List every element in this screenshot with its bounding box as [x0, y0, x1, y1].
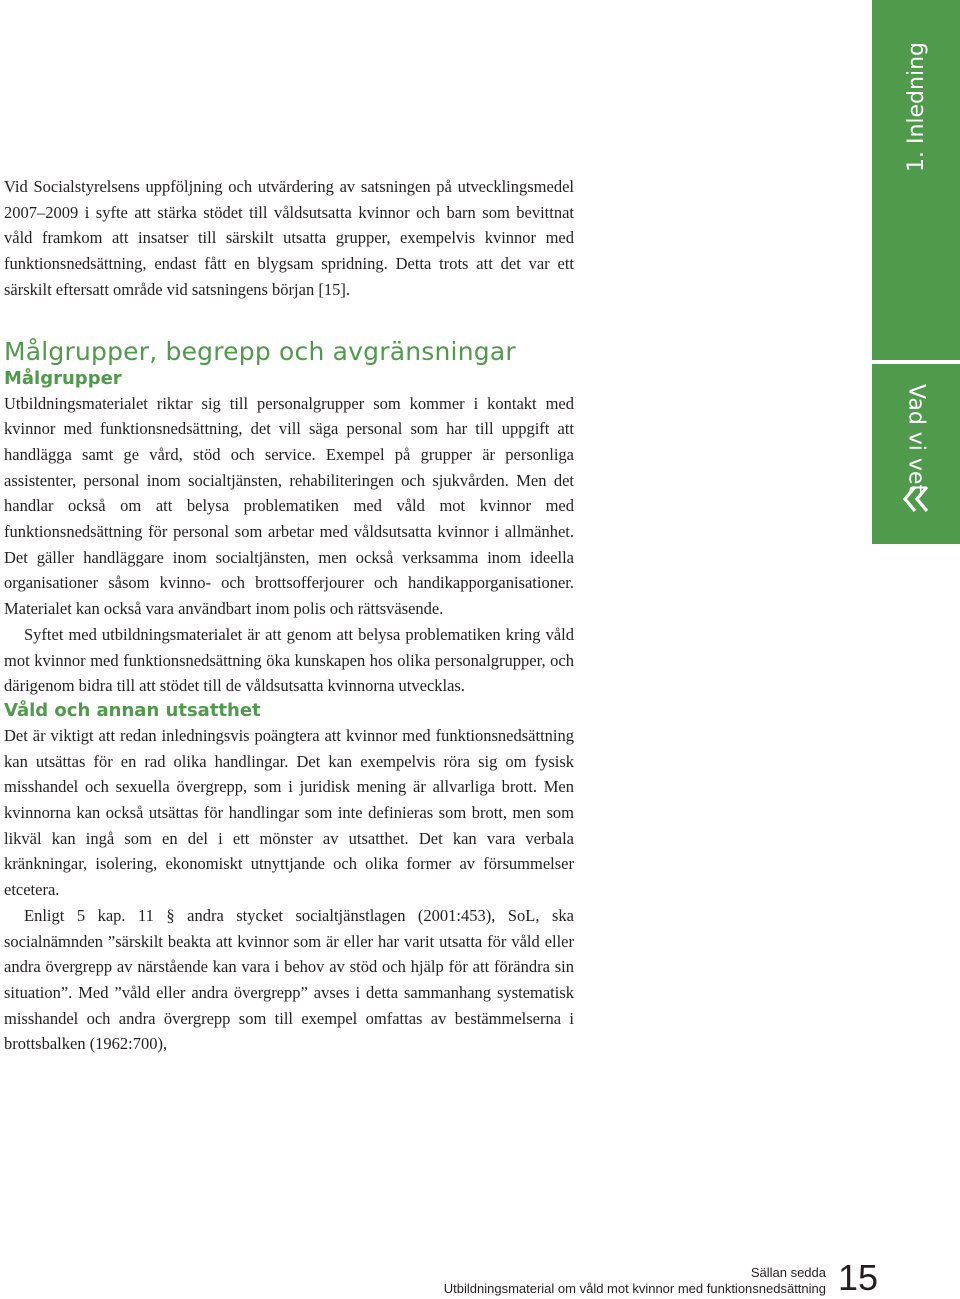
chapter-tab-label-wrap: [872, 42, 960, 172]
footer-subtitle: Utbildningsmaterial om våld mot kvinnor med funktionsnedsättning: [443, 1281, 826, 1296]
chapter-tab-label: 1. Inledning: [903, 42, 929, 172]
running-footer: [444, 1265, 826, 1297]
subsection-heading-malgrupper: Målgrupper: [4, 367, 122, 389]
section-tab-label-wrap: [872, 384, 960, 493]
main-column: [4, 174, 574, 1057]
subsection-heading-vald: Våld och annan utsatthet: [4, 699, 261, 721]
section-tab[interactable]: [872, 364, 960, 544]
body-paragraph: Utbildningsmaterialet riktar sig till personalgrupper som kommer i kontakt med kvinnor med funktionsnedsättning, det vill säga personal som har till uppgift att handlägga samt ge vård, stöd och service. Exempel på grupper är personliga assistenter, personal inom socialtjänsten, rehabiliteringen och sjukvården. Men det handlar också om att belysa problematiken med våld mot kvinnor med funktionsnedsättning för personal som arbetar med våldsutsatta kvinnor i allmänhet. Det gäller handläggare inom socialtjänsten, men också verksamma inom ideella organisationer såsom kvinno- och brottsofferjourer och handikapporganisationer. Materialet kan också vara användbart inom polis och rättsväsende.: [4, 393, 574, 619]
body-paragraph: Enligt 5 kap. 11 § andra stycket socialtjänstlagen (2001:453), SoL, ska socialnämnden ”särskilt beakta att kvinnor som är eller har varit utsatta för våld eller andra övergrepp av närstående kan vara i behov av stöd och hjälp för att förändra sin situation”. Med ”våld eller andra övergrepp” avses i detta sammanhang systematisk misshandel och andra övergrepp som till exempel omfattas av bestämmelserna i brottsbalken (1962:700),: [4, 905, 574, 1054]
double-chevron-left-icon: [902, 482, 930, 516]
chapter-tab[interactable]: [872, 0, 960, 360]
section-tab-label: Vad vi vet: [903, 384, 929, 494]
footer-title: Sällan sedda: [750, 1265, 826, 1280]
page-number: 15: [838, 1257, 879, 1298]
section-title: Målgrupper, begrepp och avgränsningar: [4, 336, 516, 366]
body-paragraph: Det är viktigt att redan inledningsvis poängtera att kvinnor med funktionsnedsättning kan utsättas för en rad olika handlingar. Det kan exempelvis röra sig om fysisk misshandel och sexuella övergrepp, som i juridisk mening är allvarliga brott. Men kvinnorna kan också utsättas för handlingar som inte definieras som brott, men som likväl kan ingå som en del i ett mönster av utsatthet. Det kan vara verbala kränkningar, isolering, ekonomiskt utnyttjande och olika former av försummelser etcetera.: [4, 725, 574, 900]
body-paragraph: Syftet med utbildningsmaterialet är att genom att belysa problematiken kring våld mot kvinnor med funktionsnedsättning öka kunskapen hos olika personalgrupper, och därigenom bidra till att stödet till de våldsutsatta kvinnorna utvecklas.: [4, 624, 574, 696]
intro-paragraph: Vid Socialstyrelsens uppföljning och utvärdering av satsningen på utvecklingsmedel 2007–2009 i syfte att stärka stödet till våldsutsatta kvinnor och barn som bevittnat våld framkom att insatser till särskilt utsatta grupper, exempelvis kvinnor med funktionsnedsättning, endast fått en blygsam spridning. Detta trots att det var ett särskilt eftersatt område vid satsningens början [15].: [4, 177, 574, 299]
